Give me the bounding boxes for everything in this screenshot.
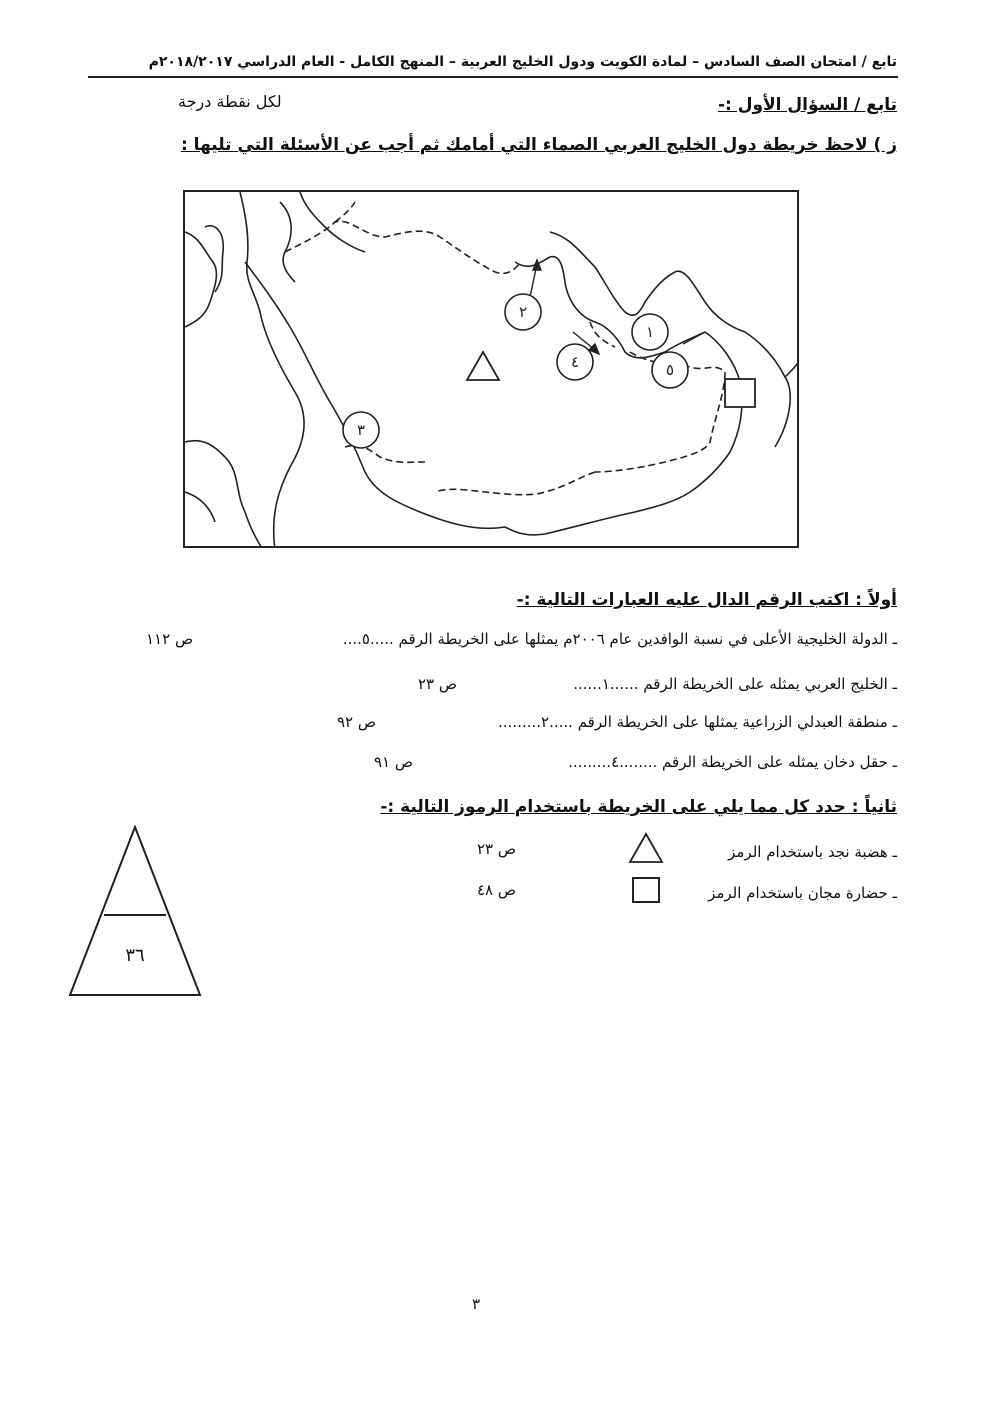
question-title: تابع / السؤال الأول :- [717, 95, 897, 115]
map-label-3: ٣ [356, 421, 366, 439]
part2-title: ثانياً : حدد كل مما يلي على الخريطة باستخدام الرموز التالية :- [380, 797, 897, 817]
gulf-blank-map [183, 190, 799, 548]
upper-coast [300, 192, 365, 252]
header-divider [88, 76, 898, 78]
part2-item-1: ـ هضبة نجد باستخدام الرمز [728, 843, 897, 861]
red-sea-west-coast [240, 192, 304, 548]
border-north-seg [335, 202, 355, 222]
part2-item-1-ref: ص ٢٣ [477, 840, 517, 858]
map-label-4: ٤ [570, 353, 580, 371]
najd-triangle-symbol [467, 352, 499, 380]
triangle-icon [628, 832, 664, 864]
map-drawing [185, 192, 799, 548]
map-label-1: ١ [645, 323, 655, 341]
part1-item-2: ـ الخليج العربي يمثله على الخريطة الرقم ......١...... [573, 675, 897, 693]
map-label-2: ٢ [518, 303, 528, 321]
sinai-coast [280, 202, 295, 282]
arrow-5-line [683, 332, 705, 344]
river-line [185, 232, 216, 327]
part2-item-2: ـ حضارة مجان باستخدام الرمز [708, 884, 897, 902]
gulf-coast-north [550, 232, 790, 447]
coast-line [205, 226, 223, 292]
map-label-5: ٥ [665, 361, 675, 379]
square-icon [632, 877, 660, 903]
part1-item-4-ref: ص ٩١ [374, 753, 414, 771]
exam-header-title: تابع / امتحان الصف السادس – لمادة الكويت ودول الخليج العربية – المنهج الكامل - العام الدراسي ٢٠١٨/٢٠١٧م [148, 54, 897, 70]
part1-item-1: ـ الدولة الخليجية الأعلى في نسبة الوافدين عام ٢٠٠٦م يمثلها على الخريطة الرقم .....٥.... [342, 630, 897, 648]
part1-title: أولاً : اكتب الرقم الدال عليه العبارات التالية :- [516, 590, 897, 610]
map-instruction: ز ) لاحظ خريطة دول الخليج العربي الصماء التي أمامك ثم أجب عن الأسئلة التي تليها : [180, 135, 897, 155]
score-pyramid [68, 825, 202, 999]
river-branch [185, 492, 215, 522]
majan-square-symbol [725, 379, 755, 407]
northern-border [285, 221, 520, 273]
score-total: ٣٦ [125, 945, 145, 966]
oman-tip [785, 352, 799, 377]
page-number: ٣ [472, 1295, 481, 1313]
part2-item-2-ref: ص ٤٨ [477, 881, 517, 899]
part1-item-1-ref: ص ١١٢ [146, 630, 194, 648]
yemen-border [435, 472, 595, 495]
part1-item-2-ref: ص ٢٣ [418, 675, 458, 693]
part1-item-3: ـ منطقة العبدلي الزراعية يمثلها على الخريطة الرقم .....٢......... [498, 713, 897, 731]
points-note: لكل نقطة درجة [178, 92, 282, 111]
part1-item-4: ـ حقل دخان يمثله على الخريطة الرقم ........٤......... [568, 753, 897, 771]
arabia-south-coast [505, 332, 742, 535]
part1-item-3-ref: ص ٩٢ [337, 713, 377, 731]
arabia-west-coast [245, 262, 505, 528]
africa-coast [185, 441, 263, 548]
